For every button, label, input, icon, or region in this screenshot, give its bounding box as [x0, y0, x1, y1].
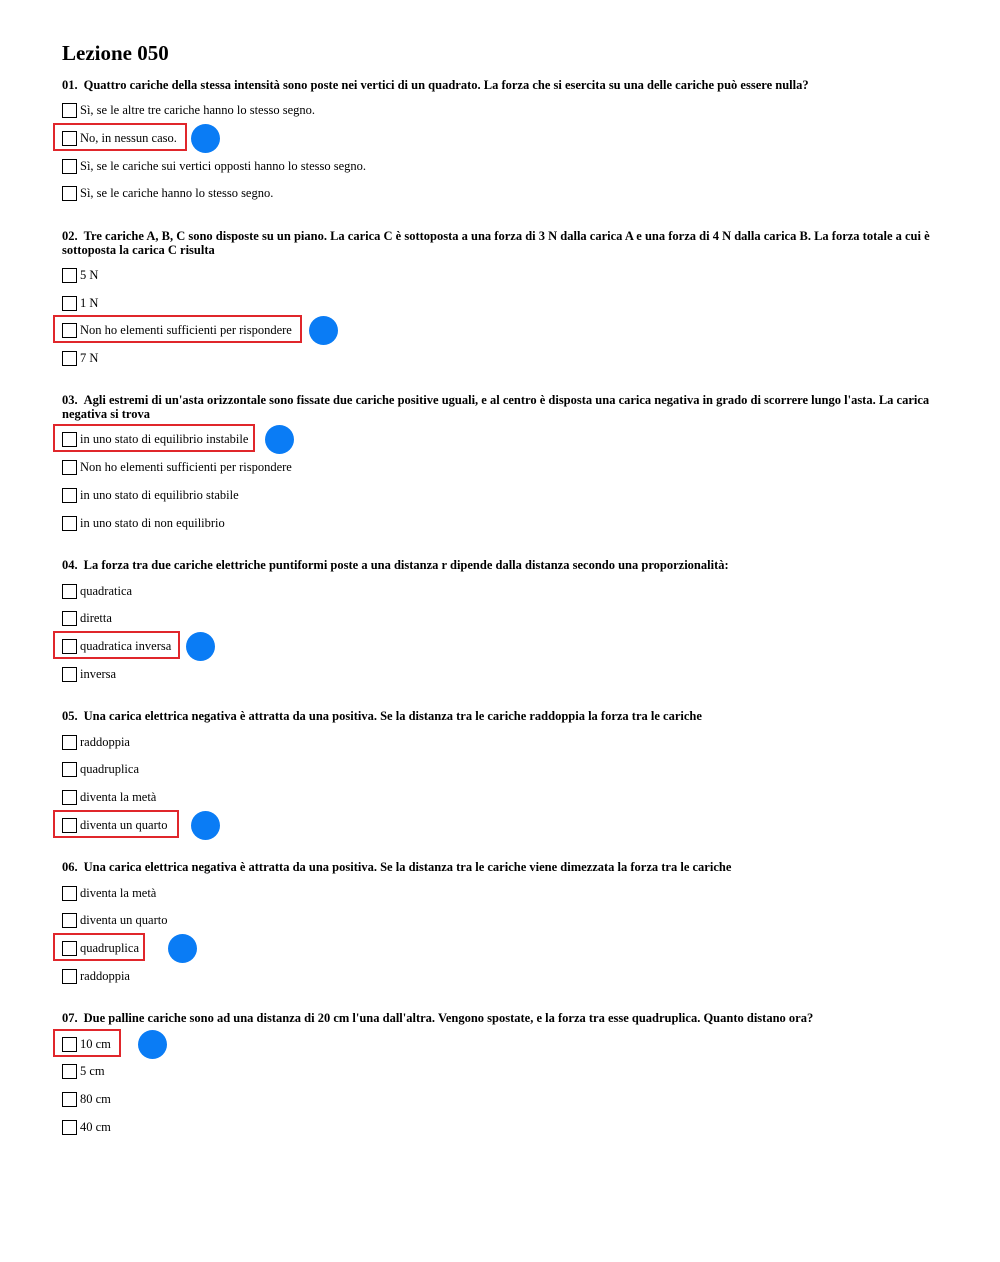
- question-body: Una carica elettrica negativa è attratta da una positiva. Se la distanza tra le cariche raddoppia la forza tra le cariche: [83, 709, 702, 723]
- answer-option-label: Sì, se le altre tre cariche hanno lo stesso segno.: [80, 103, 315, 117]
- marked-answer-highlight: [53, 123, 187, 151]
- question-text: [62, 709, 942, 723]
- answer-checkbox[interactable]: [62, 103, 77, 118]
- answer-checkbox[interactable]: [62, 1092, 77, 1107]
- question-body: Agli estremi di un'asta orizzontale sono fissate due cariche positive uguali, e al centro è disposta una carica negativa in grado di scorrere lungo l'asta. La carica negativa si trova: [62, 393, 930, 421]
- answer-checkbox[interactable]: [62, 735, 77, 750]
- answer-checkbox[interactable]: [62, 762, 77, 777]
- marked-answer-dot: [309, 316, 338, 345]
- answer-checkbox[interactable]: [62, 1064, 77, 1079]
- question-body: Quattro cariche della stessa intensità sono poste nei vertici di un quadrato. La forza che si esercita su una delle cariche può essere nulla?: [83, 78, 809, 92]
- question-text: [62, 558, 942, 572]
- marked-answer-dot: [138, 1030, 167, 1059]
- question-number: 01.: [62, 78, 78, 92]
- answer-option-label: quadratica inversa: [80, 639, 172, 653]
- marked-answer-highlight: [53, 1029, 121, 1057]
- marked-answer-dot: [191, 811, 220, 840]
- answer-checkbox[interactable]: [62, 886, 77, 901]
- answer-option-label: Sì, se le cariche hanno lo stesso segno.: [80, 186, 274, 200]
- answer-option-label: inversa: [80, 667, 117, 681]
- answer-option-label: 7 N: [80, 351, 99, 365]
- answer-checkbox[interactable]: [62, 186, 77, 201]
- answer-checkbox[interactable]: [62, 159, 77, 174]
- page-title: Lezione 050: [62, 41, 169, 65]
- marked-answer-highlight: [53, 810, 179, 838]
- answer-option-label: diventa la metà: [80, 790, 157, 804]
- answer-checkbox[interactable]: [62, 667, 77, 682]
- answer-option-label: 5 N: [80, 268, 99, 282]
- answer-checkbox[interactable]: [62, 611, 77, 626]
- answer-option-label: Non ho elementi sufficienti per rispondere: [80, 323, 292, 337]
- answer-option-label: quadruplica: [80, 941, 140, 955]
- answer-option-label: in uno stato di equilibrio instabile: [80, 432, 249, 446]
- answer-checkbox[interactable]: [62, 488, 77, 503]
- answer-checkbox[interactable]: [62, 969, 77, 984]
- answer-option-label: 1 N: [80, 296, 99, 310]
- answer-option-label: raddoppia: [80, 969, 130, 983]
- answer-option-label: diventa un quarto: [80, 818, 168, 832]
- question-number: 05.: [62, 709, 78, 723]
- answer-checkbox[interactable]: [62, 1120, 77, 1135]
- answer-checkbox[interactable]: [62, 460, 77, 475]
- answer-checkbox[interactable]: [62, 351, 77, 366]
- answer-option-label: diretta: [80, 611, 112, 625]
- question-text: [62, 860, 942, 874]
- marked-answer-dot: [191, 124, 220, 153]
- answer-checkbox[interactable]: [62, 913, 77, 928]
- answer-option-label: 5 cm: [80, 1064, 105, 1078]
- question-number: 07.: [62, 1011, 78, 1025]
- marked-answer-dot: [186, 632, 215, 661]
- question-number: 04.: [62, 558, 78, 572]
- marked-answer-dot: [168, 934, 197, 963]
- question-number: 03.: [62, 393, 78, 407]
- question-text: [62, 229, 942, 257]
- answer-option-label: raddoppia: [80, 735, 130, 749]
- answer-option-label: diventa la metà: [80, 886, 157, 900]
- question-body: Una carica elettrica negativa è attratta da una positiva. Se la distanza tra le cariche viene dimezzata la forza tra le cariche: [83, 860, 732, 874]
- answer-option-label: diventa un quarto: [80, 913, 168, 927]
- marked-answer-highlight: [53, 631, 180, 659]
- answer-checkbox[interactable]: [62, 516, 77, 531]
- answer-option-label: No, in nessun caso.: [80, 131, 177, 145]
- answer-checkbox[interactable]: [62, 296, 77, 311]
- answer-option-label: Sì, se le cariche sui vertici opposti hanno lo stesso segno.: [80, 159, 367, 173]
- answer-checkbox[interactable]: [62, 790, 77, 805]
- answer-option-label: 80 cm: [80, 1092, 111, 1106]
- question-number: 02.: [62, 229, 78, 243]
- answer-checkbox[interactable]: [62, 268, 77, 283]
- answer-option-label: quadratica: [80, 584, 133, 598]
- answer-option-label: Non ho elementi sufficienti per rispondere: [80, 460, 292, 474]
- marked-answer-highlight: [53, 315, 302, 343]
- answer-option-label: 40 cm: [80, 1120, 111, 1134]
- question-text: [62, 393, 942, 421]
- question-body: Due palline cariche sono ad una distanza di 20 cm l'una dall'altra. Vengono spostate, e la forza tra esse quadruplica. Quanto distano ora?: [83, 1011, 814, 1025]
- question-text: [62, 1011, 942, 1025]
- answer-option-label: in uno stato di equilibrio stabile: [80, 488, 239, 502]
- marked-answer-highlight: [53, 933, 145, 961]
- question-body: La forza tra due cariche elettriche puntiformi poste a una distanza r dipende dalla distanza secondo una proporzionalità:: [83, 558, 729, 572]
- question-text: [62, 78, 942, 92]
- answer-checkbox[interactable]: [62, 584, 77, 599]
- marked-answer-dot: [265, 425, 294, 454]
- question-number: 06.: [62, 860, 78, 874]
- answer-option-label: 10 cm: [80, 1037, 111, 1051]
- answer-option-label: in uno stato di non equilibrio: [80, 516, 225, 530]
- answer-option-label: quadruplica: [80, 762, 140, 776]
- question-body: Tre cariche A, B, C sono disposte su un piano. La carica C è sottoposta a una forza di 3 N dalla carica A e una forza di 4 N dalla carica B. La forza totale a cui è sottoposta la carica C risulta: [62, 229, 930, 257]
- marked-answer-highlight: [53, 424, 255, 452]
